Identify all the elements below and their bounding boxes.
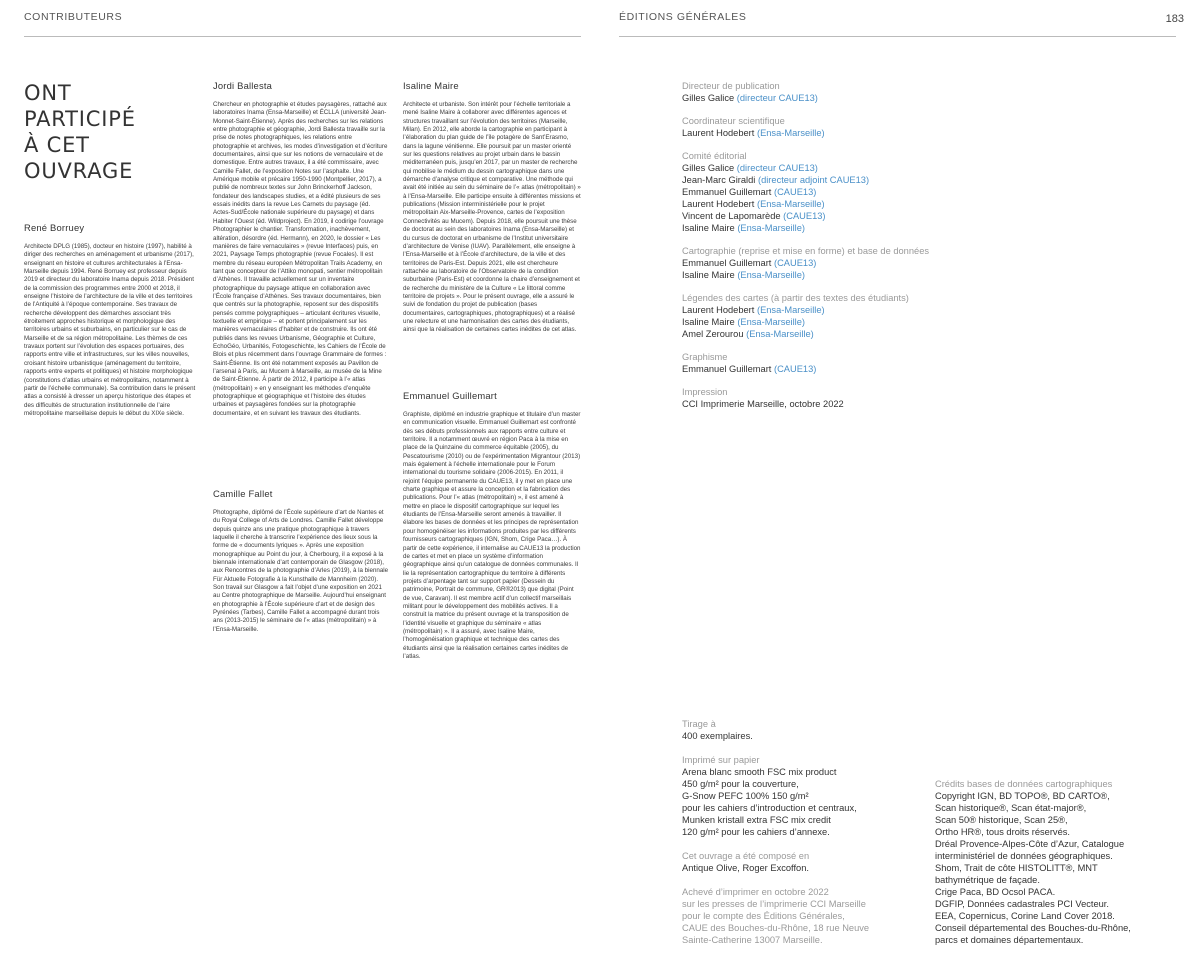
credit-name: Amel Zerourou [682, 329, 744, 339]
db-credits-line: Scan 50® historique, Scan 25®, [935, 815, 1068, 825]
credit-line [682, 222, 982, 234]
bio-name: René Borruey [24, 222, 85, 233]
credit-line [682, 210, 982, 222]
credit-line [682, 127, 982, 139]
credit-role: (Ensa-Marseille) [737, 317, 805, 327]
bio-jordi-ballesta [213, 80, 389, 418]
credit-role: (Ensa-Marseille) [746, 329, 814, 339]
publication-credits [682, 80, 982, 421]
page-title [24, 80, 194, 184]
credit-name: Vincent de Lapomarède [682, 211, 781, 221]
acheve-line: pour le compte des Éditions Générales, [682, 911, 845, 921]
credit-line [682, 162, 982, 174]
left-header-rule [24, 36, 581, 37]
credit-role: (CAUE13) [773, 364, 817, 374]
credit-block-coordinateur [682, 115, 982, 139]
acheve-line: sur les presses de l’imprimerie CCI Marseille [682, 899, 866, 909]
credit-name: Laurent Hodebert [682, 128, 755, 138]
db-credits-line: Shom, Trait de côte HISTOLITT®, MNT [935, 863, 1098, 873]
credit-line [682, 398, 982, 410]
credit-role: (CAUE13) [773, 187, 817, 197]
db-credits-line: DGFIP, Données cadastrales PCI Vecteur. [935, 899, 1109, 909]
db-credits-line: Dréal Provence-Alpes-Côte d’Azur, Catalogue [935, 839, 1125, 849]
papier-line: 120 g/m² pour les cahiers d’annexe. [682, 827, 830, 837]
credit-line [682, 328, 982, 340]
bio-text: Architecte et urbaniste. Son intérêt pour l’échelle territoriale a mené Isaline Maire à collaborer avec différentes agences et structures travaillant sur l’évolution des territoires (Marseille, Milan). En 2012, elle aborde la cartographie en participant à l’élaboration du plan guide de l’île potagère de Sant’Erasmo, dans la lagune vénitienne. Elle poursuit par un master orienté sur les questions relatives au projet urbain dans le bassin méditerranéen puis, jusqu’en 2017, par un master de recherche qui mobilise le médium du dessin cartographique dans une démarche d’analyse critique et comparative. Une méthode qui avait été initiée au sein du séminaire de l’« atlas (métropolitain) » à l’Ensa-Marseille. Elle participe ensuite à différentes missions et publications (Mission interministérielle pour le projet métropolitain Aix-Marseille-Provence, cartes de l’exposition Connectivités au Mucem). Depuis 2018, elle poursuit une thèse de doctorat au sein des laboratoires Inama (Ensa-Marseille) et du cursus de doctorat en urbanisme de l’Institut universitaire d’architecture de Venise (IUAV). Parallèlement, elle enseigne à l’Ensa-Marseille et à l’École d’architecture, de la ville et des territoires de Paris-Est. Depuis 2021, elle est chercheure rattachée au laboratoire de l’Observatoire de la condition suburbaine (Paris-Est) et coordonne la chaire d’enseignement et de recherche du ministère de la Culture « Le littoral comme territoire de projets ». Pour le présent ouvrage, elle a assuré le suivi de fondation du projet de publication (bases documentaires, cartographiques, photographiques) et a réalisé une relecture et une harmonisation des cartes des étudiants, ainsi que la réalisation de certaines cartes inédites de cet atlas. [403, 101, 581, 334]
credit-role: (directeur CAUE13) [736, 163, 818, 173]
credit-label: Directeur de publication [682, 81, 780, 91]
credit-name: Gilles Galice [682, 163, 735, 173]
db-credits-line: Copyright IGN, BD TOPO®, BD CARTO®, [935, 791, 1110, 801]
credit-role: (directeur CAUE13) [736, 93, 818, 103]
credit-label: Cartographie (reprise et mise en forme) et base de données [682, 246, 930, 256]
credit-role: (Ensa-Marseille) [756, 128, 825, 138]
credit-role: (Ensa-Marseille) [756, 305, 825, 315]
credit-block-graphisme [682, 351, 982, 375]
bio-isaline-maire [403, 80, 581, 335]
credit-line [682, 92, 982, 104]
bio-camille-fallet [213, 488, 389, 634]
db-credits [935, 778, 1185, 946]
db-credits-label: Crédits bases de données cartographiques [935, 779, 1113, 789]
db-credits-line: parcs et domaines départementaux. [935, 935, 1084, 945]
papier-line: G-Snow PEFC 100% 150 g/m² [682, 791, 809, 801]
credit-line [682, 304, 982, 316]
bio-name: Camille Fallet [213, 488, 273, 499]
title-line: À CET [24, 133, 90, 157]
acheve-line: Achevé d’imprimer en octobre 2022 [682, 887, 829, 897]
title-line: OUVRAGE [24, 159, 134, 183]
print-info [682, 718, 912, 946]
bio-name: Isaline Maire [403, 80, 459, 91]
papier-line: Arena blanc smooth FSC mix product [682, 767, 837, 777]
db-credits-line: Crige Paca, BD Ocsol PACA. [935, 887, 1056, 897]
title-line: PARTICIPÉ [24, 107, 136, 131]
acheve-line: Sainte-Catherine 13007 Marseille. [682, 935, 823, 945]
credit-label: Coordinateur scientifique [682, 116, 785, 126]
bio-text: Graphiste, diplômé en industrie graphique et titulaire d’un master en communication visuelle. Emmanuel Guillemart est confronté dès ses débuts professionnels aux rapports entre culture et territoire. Il a notamment œuvré en région Paca à la mise en place de la Quinzaine du commerce équitable (2005), du Pescatourisme (2010) ou de l’expérimentation Migrantour (2013) mais également à l’échelle internationale pour le Forum international du tourisme solidaire (2006-2015). En 2011, il rejoint l’équipe permanente du CAUE13, il y met en place une charte graphique et assure la conception et la fabrication des publications. Pour l’« atlas (métropolitain) », il est amené à mettre en place le dispositif cartographique sur lequel les étudiants de l’Ensa-Marseille seront amenés à travailler. Il élabore les bases de données et les principes de représentation pour homogénéiser les informations produites par les différents fournisseurs cartographiques (IGN, Shom, Crige Paca…). À partir de cette expérience, il internalise au CAUE13 la production de cartes et met en place un système d’information géographique ainsi qu’un catalogue de données communales. Il lie la représentation cartographique du territoire à différents projets d’arpentage tant sur support papier (Dessein du patrimoine, Portrait de commune, GR®2013) que digital (Point de vue, Caravan). Il est membre actif d’un collectif marseillais militant pour le développement des mobilités actives. Il a construit la matrice du présent ouvrage et la transposition de l’identité visuelle et graphique du séminaire « atlas (métropolitain) ». Il a assuré, avec Isaline Maire, l’homogénéisation graphique et technique des cartes des étudiants ainsi que la réalisation certaines cartes inédites de l’atlas. [403, 411, 581, 660]
acheve-line: CAUE des Bouches-du-Rhône, 18 rue Neuve [682, 923, 870, 933]
credit-name: Emmanuel Guillemart [682, 258, 772, 268]
db-credits-line: interministériel de données géographiques. [935, 851, 1113, 861]
papier-label: Imprimé sur papier [682, 755, 760, 765]
db-credits-line: Conseil départemental des Bouches-du-Rhône, [935, 923, 1131, 933]
db-credits-line: Scan historique®, Scan état-major®, [935, 803, 1087, 813]
papier-line: pour les cahiers d’introduction et centraux, [682, 803, 857, 813]
credit-role: (Ensa-Marseille) [756, 199, 825, 209]
credit-role: (CAUE13) [783, 211, 826, 221]
credit-name: Isaline Maire [682, 317, 735, 327]
credit-role: (Ensa-Marseille) [737, 270, 805, 280]
credit-name: Gilles Galice [682, 93, 735, 103]
bio-emmanuel-guillemart [403, 390, 581, 661]
title-line: ONT [24, 81, 72, 105]
credit-block-comite [682, 150, 982, 234]
credit-name: Jean-Marc Giraldi [682, 175, 756, 185]
bio-rene-borruey [24, 222, 198, 418]
credit-role: (CAUE13) [773, 258, 817, 268]
credit-block-impression [682, 386, 982, 410]
credit-name: Isaline Maire [682, 270, 735, 280]
credit-line [682, 269, 982, 281]
db-credits-line: Ortho HR®, tous droits réservés. [935, 827, 1070, 837]
credit-name: Isaline Maire [682, 223, 735, 233]
credit-line [682, 174, 982, 186]
credit-label: Graphisme [682, 352, 728, 362]
credit-line [682, 316, 982, 328]
db-credits-line: bathymétrique de façade. [935, 875, 1040, 885]
bio-text: Chercheur en photographie et études paysagères, rattaché aux laboratoires Inama (Ensa-Marseille) et ÉCLLA (université Jean-Monnet-Saint-Étienne). Après des recherches sur les relations entre photographie et géographie, Jordi Ballesta travaille sur la prise de notes photographiques, les relations entre photographie et archives, les modes d’investigation et d’écriture documentaires, ainsi que sur les notions de vernaculaire et de domestique. Entre autres travaux, il a été commissaire, avec Camille Fallet, de l’exposition Notes sur l’asphalte. Une Amérique mobile et précaire 1950-1990 (Montpellier, 2017), a publié de nombreux textes sur John Brinckerhoff Jackson, fondateur des landscapes studies, et a édité plusieurs de ses essais inédits dans la revue Les Carnets du paysage (éd. Actes-Sud/École nationale supérieure du paysage) et dans Habiter l’Ouest (éd. Wildproject). En 2019, il codirige l’ouvrage Photographier le chantier. Transformation, inachèvement, altération, désordre (éd. Hermann), en 2020, le dossier « Les manières de faire vernaculaires » (revue Interfaces) puis, en 2021, Paysage Temps photographie (revue Focales). Il est membre du réseau européen Métropolitan Trails Academy, en tant que concepteur de l’Attiko monopati, sentier métropolitain d’Athènes. Il travaille actuellement sur un inventaire photographique du paysage attique en collaboration avec l’École française d’Athènes. Ses travaux documentaires, bien que centrés sur la photographie, reposent sur des dispositifs pensés comme polygraphiques – articulant écritures visuelle, textuelle et empirique – et portent principalement sur les manières vernaculaires d’habiter et de construire. Ils ont été publiés dans les revues Urbanisme, Géographie et Culture, EchoGéo, Urbanités, Fotogeschichte, les Cahiers de l’École de Blois et plus récemment dans l’ouvrage Grammaire de formes : Saint-Étienne. Ils ont été notamment exposés au Pavillon de l’arsenal à Paris, au Mucem à Marseille, au musée de la Mine de Saint-Étienne. À partir de 2012, il participe à l’« atlas (métropolitain) » en y enseignant les méthodes d’enquête photographique et géographique et l’histoire des études urbaines et paysagères fondées sur la photographie documentaire, et en suivant les travaux des étudiants. [213, 101, 388, 417]
credit-role: (Ensa-Marseille) [737, 223, 805, 233]
tirage-value: 400 exemplaires. [682, 731, 753, 741]
credit-line [682, 198, 982, 210]
credit-name: Emmanuel Guillemart [682, 187, 772, 197]
credit-block-cartographie [682, 245, 982, 281]
right-page-header: ÉDITIONS GÉNÉRALES [619, 11, 747, 23]
credit-block-directeur [682, 80, 982, 104]
credit-label: Légendes des cartes (à partir des textes des étudiants) [682, 293, 909, 303]
credit-label: Comité éditorial [682, 151, 747, 161]
credit-name: Laurent Hodebert [682, 199, 755, 209]
credit-line [682, 257, 982, 269]
credit-name: CCI Imprimerie Marseille, octobre 2022 [682, 399, 844, 409]
tirage-label: Tirage à [682, 719, 716, 729]
credit-line [682, 186, 982, 198]
right-header-rule [619, 36, 1176, 37]
bio-name: Jordi Ballesta [213, 80, 273, 91]
page-number: 183 [1165, 13, 1184, 25]
credit-name: Laurent Hodebert [682, 305, 755, 315]
credit-role: (directeur adjoint CAUE13) [757, 175, 870, 185]
credit-name: Emmanuel Guillemart [682, 364, 772, 374]
left-page-header: CONTRIBUTEURS [24, 11, 123, 23]
bio-name: Emmanuel Guillemart [403, 390, 497, 401]
credit-line [682, 363, 982, 375]
compose-value: Antique Olive, Roger Excoffon. [682, 863, 809, 873]
compose-label: Cet ouvrage a été composé en [682, 851, 810, 861]
db-credits-line: EEA, Copernicus, Corine Land Cover 2018. [935, 911, 1115, 921]
bio-text: Architecte DPLG (1985), docteur en histoire (1997), habilité à diriger des recherches en aménagement et urbanisme (2017), enseignant en histoire et cultures architecturales à l’Ensa-Marseille depuis 1994. René Borruey est professeur depuis 2019 et directeur du laboratoire Inama depuis 2018. Président de la commission des programmes entre 2000 et 2018, il enseigne l’histoire de l’architecture de la ville et des territoires de l’Antiquité à l’époque contemporaine. Ses travaux de recherche développent des démarches associant très étroitement approches historique et morphologique des territoires urbains et suburbains, en particulier sur le cas de Marseille et de sa région métropolitaine. Les thèmes de ces travaux portent sur l’évolution des espaces portuaires, des rapports entre ville et infrastructures, sur les villes nouvelles, croisant histoire urbanistique (aménagement du territoire, rapports entre experts et politiques) et histoire morphologique (constitutions d’atlas urbains et métropolitains, notamment à partir de l’échelle communale). Sa contribution dans le présent atlas a consisté à dresser un aperçu historique des étapes et des difficultés de structuration institutionnelle de l’aire métropolitaine marseillaise depuis le début du XIXe siècle. [24, 243, 196, 417]
credit-label: Impression [682, 387, 728, 397]
credit-block-legendes [682, 292, 982, 340]
bio-text: Photographe, diplômé de l’École supérieure d’art de Nantes et du Royal College of Arts de Londres. Camille Fallet développe depuis quinze ans une pratique photographique à travers laquelle il cherche à transcrire l’expérience des lieux sous la forme de « documents lyriques ». Après une exposition monographique au Point du jour, à Cherbourg, il a exposé à la biennale internationale d’art contemporain de Glasgow (2018), aux Rencontres de la photographie d’Arles (2019), à la biennale Für Aktuelle Fotografie à la Kunsthalle de Mannheim (2020). Son travail sur Glasgow a fait l’objet d’une exposition en 2021 au Centre photographique de Marseille. Aujourd’hui enseignant en photographie à l’École supérieure d’art et de design des Pyrénées (Tarbes), Camille Fallet a accompagné durant trois ans (2013-2015) le séminaire de l’« atlas (métropolitain) » à l’Ensa-Marseille. [213, 509, 389, 633]
papier-line: 450 g/m² pour la couverture, [682, 779, 799, 789]
papier-line: Munken kristall extra FSC mix credit [682, 815, 831, 825]
